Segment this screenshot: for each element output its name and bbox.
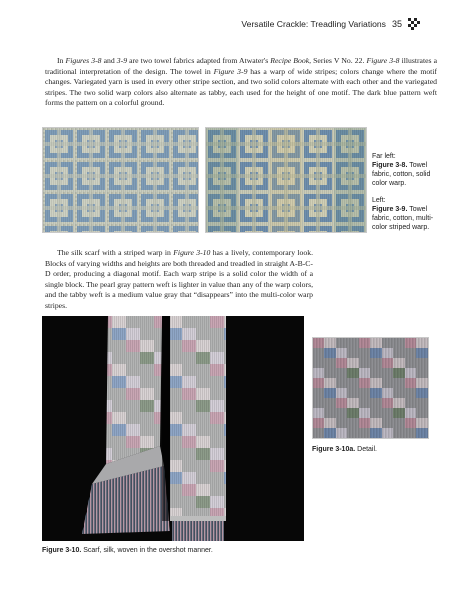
book-title: Recipe Book (270, 56, 310, 65)
scarf-detail-fabric (313, 338, 428, 438)
figure-3-10-scarf-photo (42, 316, 304, 541)
running-title: Versatile Crackle: Treadling Variations (241, 19, 386, 29)
silk-scarf-photo (42, 316, 304, 541)
figure-3-9-towel-photo (205, 127, 367, 233)
figure-3-8-towel-photo (42, 127, 199, 233)
figure-reference: Figure 3-10 (173, 248, 211, 257)
scarf-paragraph: The silk scarf with a striped warp in Figure 3-10 has a lively, contemporary look. Blocks of varying widths and heights are both threaded and treadled in straight A-B-C-D order, producing a diagonal motif. Each warp stripe is a solid color the width of a single block. The pearl gray pattern weft is lighter in value than any of the warp colors, and the tabby weft is a medium value gray that “disappears” into the multi-color warp stripes. (45, 248, 313, 310)
caption-figure-3-9: Left: Figure 3-9. Towel fabric, cotton, multi-color striped warp. (372, 197, 434, 231)
figure-3-10a-detail-photo (312, 337, 429, 439)
page-number: 35 (391, 19, 402, 29)
caption-figure-3-8: Far left: Figure 3-8. Towel fabric, cotton, solid color warp. (372, 153, 431, 187)
caption-figure-3-10a: Figure 3-10a. Detail. (312, 446, 377, 453)
running-header (241, 18, 420, 30)
towel-striped-warp-fabric (206, 128, 366, 232)
caption-figure-3-10: Figure 3-10. Scarf, silk, woven in the overshot manner. (42, 547, 213, 554)
figure-reference: Figures 3-8 (65, 56, 102, 65)
figure-3-8-3-9-captions (372, 152, 442, 240)
figure-reference: Figure 3-8 (366, 56, 400, 65)
towel-solid-warp-fabric (43, 128, 198, 232)
checker-ornament-icon (408, 18, 420, 30)
figure-reference: 3-9 (116, 56, 128, 65)
figure-reference: Figure 3-9 (213, 66, 248, 76)
intro-paragraph: In Figures 3-8 and 3-9 are two towel fabrics adapted from Atwater's Recipe Book, Series V No. 22. Figure 3-8 illustrates a traditional interpretation of the design. The towel in Figure 3-9 has a warp of wide stripes; colors change where the motif changes. Variegated yarn is used in every other stripe section, and two solid colors alternate with each other and the variegated stripes. The two solid warp colors also alternate as tabby, each used for the height of one motif. The dark blue pattern weft forms the pattern on a colorful ground. (45, 56, 437, 108)
